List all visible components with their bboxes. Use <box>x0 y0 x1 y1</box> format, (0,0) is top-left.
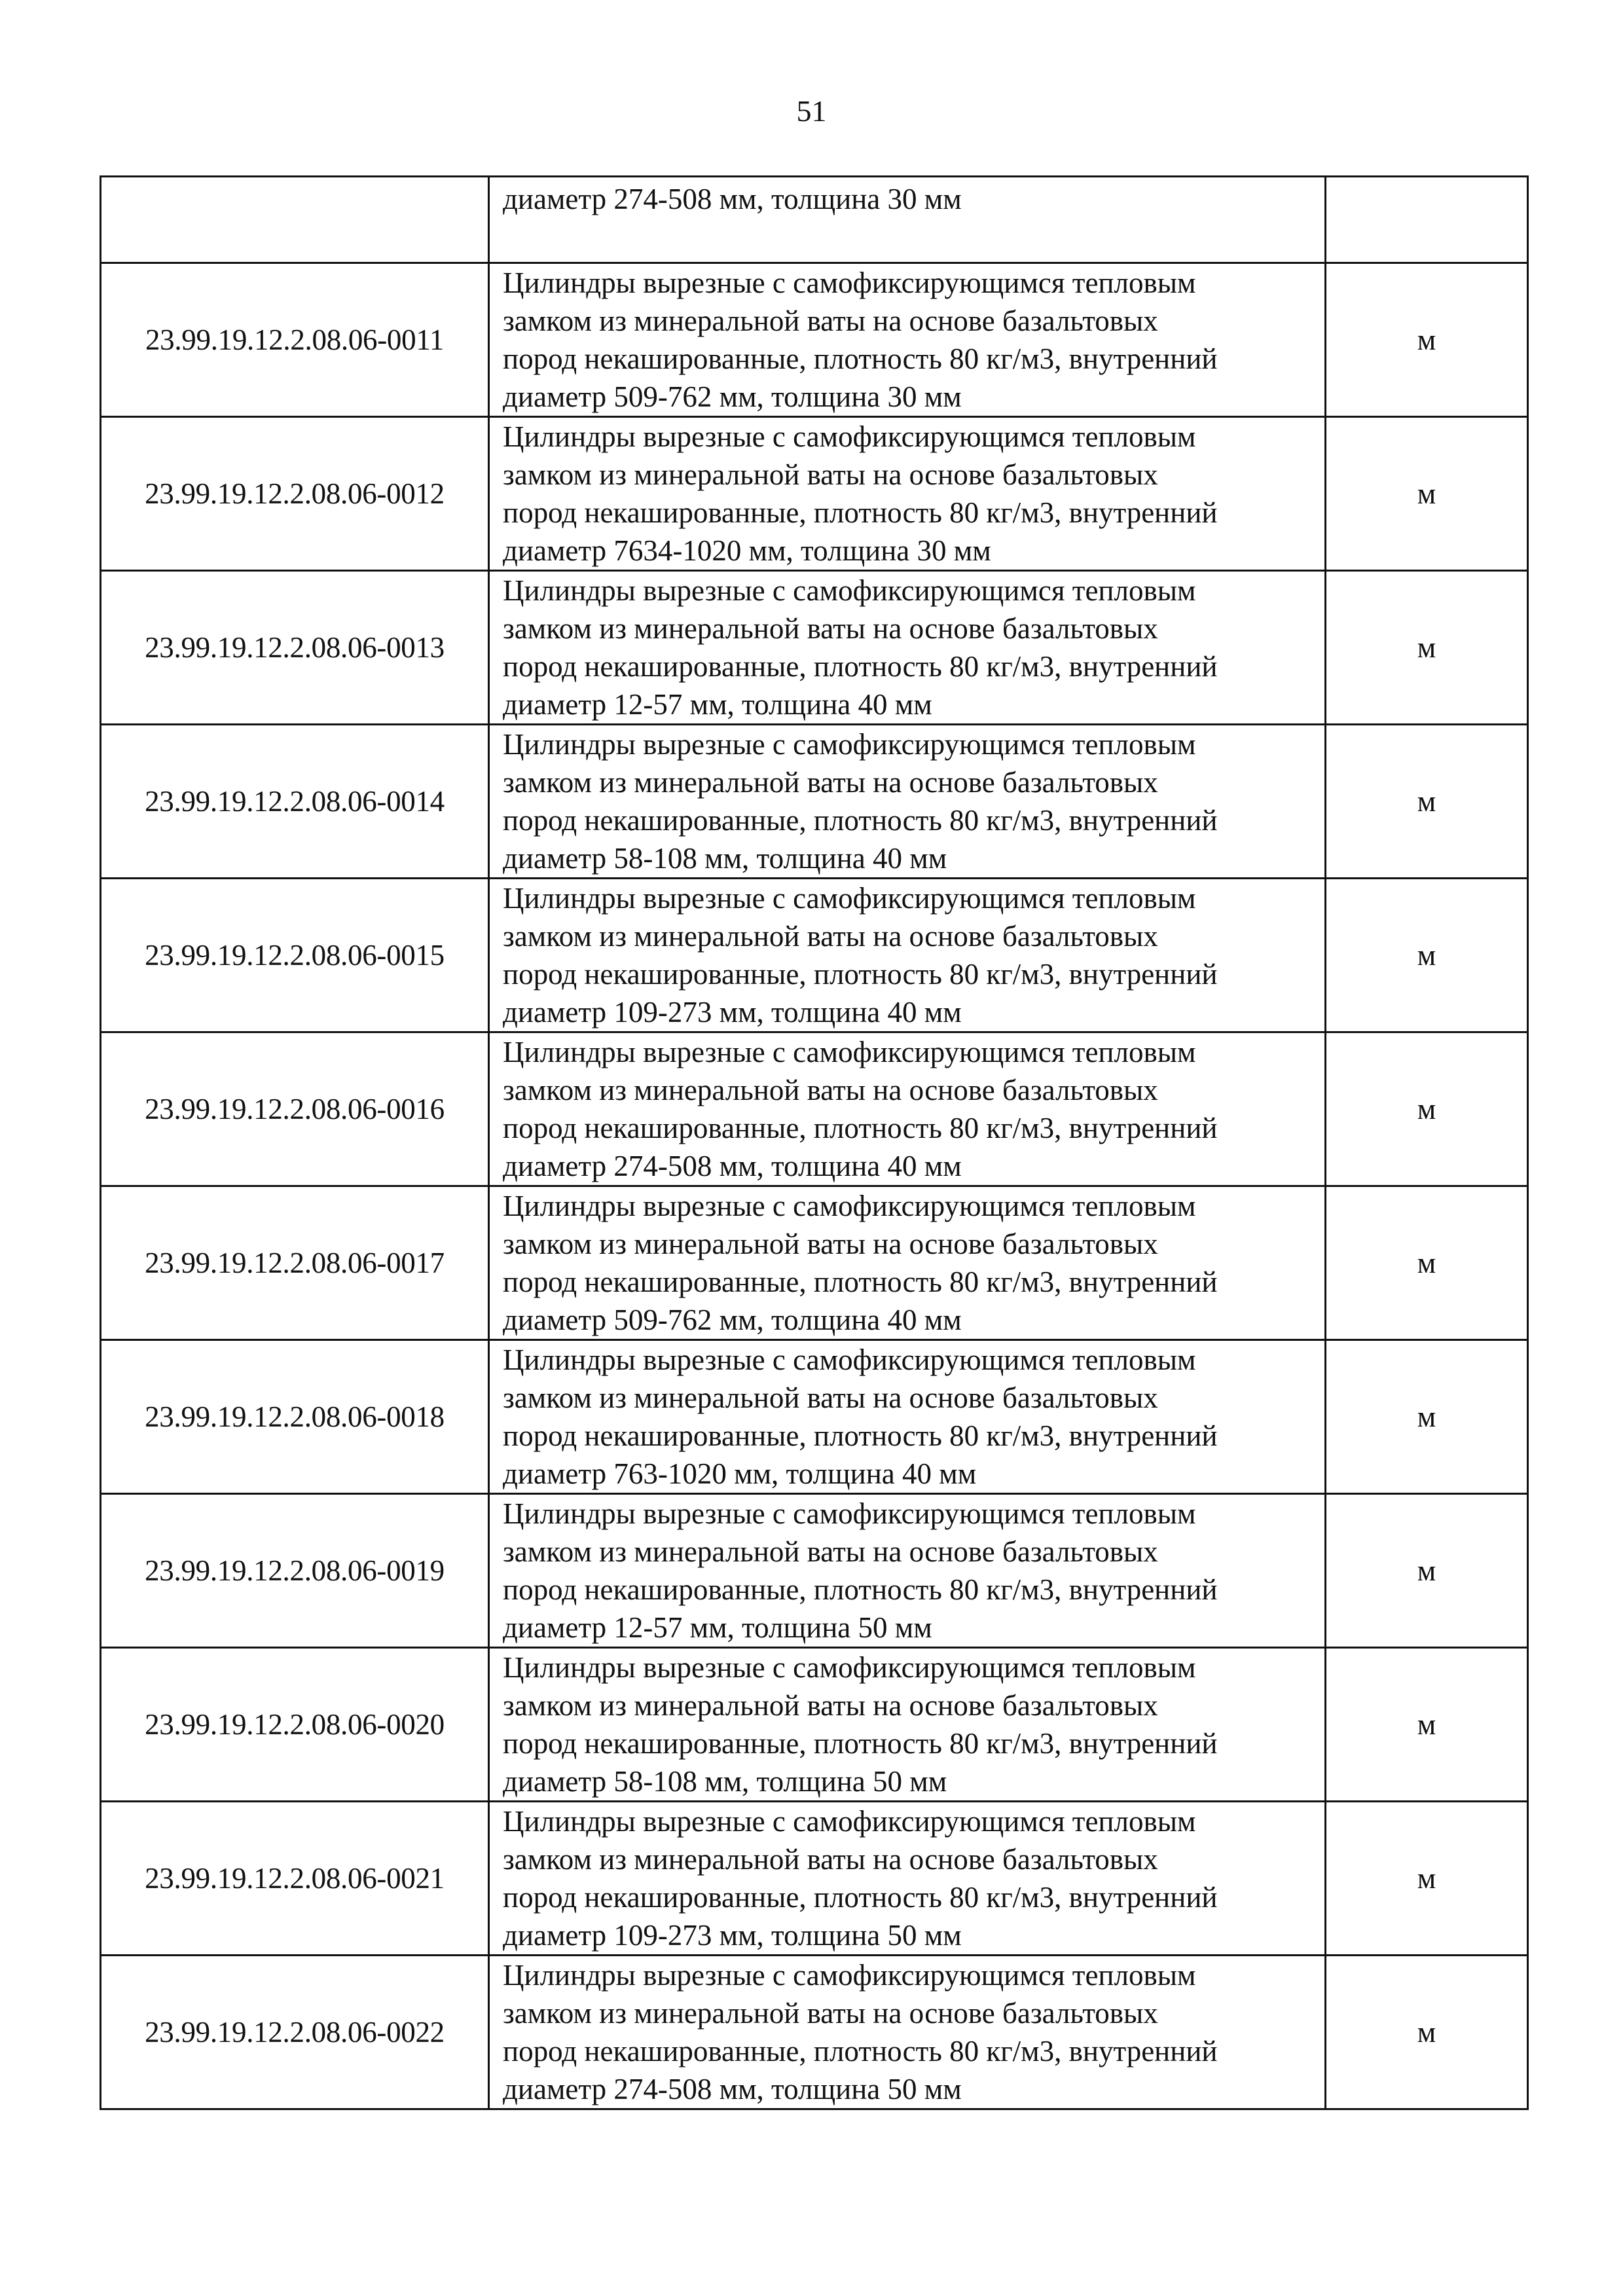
description-cell <box>489 571 1326 725</box>
description-cell <box>489 1494 1326 1648</box>
description-line: пород некашированные, плотность 80 кг/м3, внутренний <box>503 1419 1218 1452</box>
table-row <box>101 1494 1528 1648</box>
description-line: пород некашированные, плотность 80 кг/м3, внутренний <box>503 1727 1218 1760</box>
unit-cell: м <box>1326 571 1528 725</box>
description-line: замком из минеральной ваты на основе базальтовых <box>503 1381 1158 1414</box>
table-row <box>101 1802 1528 1956</box>
table-row <box>101 571 1528 725</box>
description-line: Цилиндры вырезные с самофиксирующимся тепловым <box>503 420 1196 453</box>
table-row-continuation <box>101 177 1528 263</box>
description-line: пород некашированные, плотность 80 кг/м3, внутренний <box>503 650 1218 683</box>
description-line: диаметр 12-57 мм, толщина 40 мм <box>503 688 932 721</box>
description-line: пород некашированные, плотность 80 кг/м3, внутренний <box>503 342 1218 375</box>
description-line: замком из минеральной ваты на основе базальтовых <box>503 1074 1158 1106</box>
description-cell <box>489 725 1326 879</box>
description-line: диаметр 109-273 мм, толщина 50 мм <box>503 1919 962 1952</box>
code-cell: 23.99.19.12.2.08.06-0019 <box>101 1494 489 1648</box>
description-line: диаметр 763-1020 мм, толщина 40 мм <box>503 1457 977 1490</box>
table-row <box>101 1340 1528 1494</box>
description-line: Цилиндры вырезные с самофиксирующимся тепловым <box>503 1959 1196 1992</box>
description-line: пород некашированные, плотность 80 кг/м3, внутренний <box>503 1266 1218 1298</box>
description-line: Цилиндры вырезные с самофиксирующимся тепловым <box>503 728 1196 761</box>
code-cell: 23.99.19.12.2.08.06-0022 <box>101 1956 489 2109</box>
description-line: Цилиндры вырезные с самофиксирующимся тепловым <box>503 574 1196 607</box>
description-line: пород некашированные, плотность 80 кг/м3, внутренний <box>503 1881 1218 1914</box>
description-line: замком из минеральной ваты на основе базальтовых <box>503 766 1158 799</box>
page-number: 51 <box>796 94 827 128</box>
unit-cell: м <box>1326 1032 1528 1186</box>
description-line: диаметр 509-762 мм, толщина 40 мм <box>503 1303 962 1336</box>
unit-cell: м <box>1326 1956 1528 2109</box>
description-line: пород некашированные, плотность 80 кг/м3, внутренний <box>503 804 1218 837</box>
description-line: Цилиндры вырезные с самофиксирующимся тепловым <box>503 882 1196 915</box>
description-cell <box>489 1956 1326 2109</box>
code-cell: 23.99.19.12.2.08.06-0018 <box>101 1340 489 1494</box>
table-row <box>101 1186 1528 1340</box>
code-cell: 23.99.19.12.2.08.06-0015 <box>101 879 489 1032</box>
description-line: диаметр 58-108 мм, толщина 50 мм <box>503 1765 947 1798</box>
code-cell: 23.99.19.12.2.08.06-0012 <box>101 417 489 571</box>
description-line: Цилиндры вырезные с самофиксирующимся тепловым <box>503 1343 1196 1376</box>
unit-cell: м <box>1326 1802 1528 1956</box>
unit-cell: м <box>1326 879 1528 1032</box>
unit-cell: м <box>1326 1648 1528 1802</box>
description-line: замком из минеральной ваты на основе базальтовых <box>503 612 1158 645</box>
table-row <box>101 263 1528 417</box>
code-cell: 23.99.19.12.2.08.06-0016 <box>101 1032 489 1186</box>
description-line: замком из минеральной ваты на основе базальтовых <box>503 1843 1158 1876</box>
description-line: Цилиндры вырезные с самофиксирующимся тепловым <box>503 1036 1196 1068</box>
description-line: пород некашированные, плотность 80 кг/м3, внутренний <box>503 2035 1218 2068</box>
description-cell <box>489 879 1326 1032</box>
description-cell <box>489 1032 1326 1186</box>
description-line: диаметр 58-108 мм, толщина 40 мм <box>503 842 947 875</box>
description-cell <box>489 1648 1326 1802</box>
description-line: замком из минеральной ваты на основе базальтовых <box>503 1997 1158 2030</box>
code-cell <box>101 177 489 263</box>
description-line: пород некашированные, плотность 80 кг/м3, внутренний <box>503 1112 1218 1144</box>
unit-cell: м <box>1326 1340 1528 1494</box>
description-line: диаметр 12-57 мм, толщина 50 мм <box>503 1611 932 1644</box>
description-line: диаметр 274-508 мм, толщина 40 мм <box>503 1150 962 1182</box>
unit-cell: м <box>1326 417 1528 571</box>
description-line: Цилиндры вырезные с самофиксирующимся тепловым <box>503 1805 1196 1838</box>
unit-cell: м <box>1326 1186 1528 1340</box>
description-cell <box>489 1186 1326 1340</box>
description-line: диаметр 7634-1020 мм, толщина 30 мм <box>503 534 991 567</box>
description-cell <box>489 177 1326 263</box>
table-row <box>101 1648 1528 1802</box>
table-row <box>101 1032 1528 1186</box>
description-line: замком из минеральной ваты на основе базальтовых <box>503 1535 1158 1568</box>
description-line: диаметр 274-508 мм, толщина 30 мм <box>503 183 962 215</box>
description-line: замком из минеральной ваты на основе базальтовых <box>503 304 1158 337</box>
description-line: Цилиндры вырезные с самофиксирующимся тепловым <box>503 1497 1196 1530</box>
code-cell: 23.99.19.12.2.08.06-0011 <box>101 263 489 417</box>
description-line: пород некашированные, плотность 80 кг/м3, внутренний <box>503 496 1218 529</box>
catalog-table-body <box>101 177 1528 2109</box>
description-line: Цилиндры вырезные с самофиксирующимся тепловым <box>503 1651 1196 1684</box>
description-line: Цилиндры вырезные с самофиксирующимся тепловым <box>503 1190 1196 1222</box>
table-row <box>101 1956 1528 2109</box>
unit-cell: м <box>1326 263 1528 417</box>
description-line: пород некашированные, плотность 80 кг/м3, внутренний <box>503 1573 1218 1606</box>
description-line: замком из минеральной ваты на основе базальтовых <box>503 458 1158 491</box>
unit-cell <box>1326 177 1528 263</box>
description-line: замком из минеральной ваты на основе базальтовых <box>503 920 1158 953</box>
catalog-table <box>100 175 1529 2110</box>
description-line: диаметр 274-508 мм, толщина 50 мм <box>503 2073 962 2105</box>
unit-cell: м <box>1326 1494 1528 1648</box>
description-line: диаметр 109-273 мм, толщина 40 мм <box>503 996 962 1029</box>
description-line: пород некашированные, плотность 80 кг/м3, внутренний <box>503 958 1218 991</box>
description-cell <box>489 263 1326 417</box>
code-cell: 23.99.19.12.2.08.06-0017 <box>101 1186 489 1340</box>
code-cell: 23.99.19.12.2.08.06-0021 <box>101 1802 489 1956</box>
description-line: диаметр 509-762 мм, толщина 30 мм <box>503 380 962 413</box>
table-row <box>101 879 1528 1032</box>
table-row <box>101 725 1528 879</box>
description-line: Цилиндры вырезные с самофиксирующимся тепловым <box>503 266 1196 299</box>
table-row <box>101 417 1528 571</box>
code-cell: 23.99.19.12.2.08.06-0013 <box>101 571 489 725</box>
description-cell <box>489 1340 1326 1494</box>
description-line: замком из минеральной ваты на основе базальтовых <box>503 1689 1158 1722</box>
description-cell <box>489 417 1326 571</box>
description-cell <box>489 1802 1326 1956</box>
description-line: замком из минеральной ваты на основе базальтовых <box>503 1228 1158 1260</box>
unit-cell: м <box>1326 725 1528 879</box>
code-cell: 23.99.19.12.2.08.06-0014 <box>101 725 489 879</box>
code-cell: 23.99.19.12.2.08.06-0020 <box>101 1648 489 1802</box>
